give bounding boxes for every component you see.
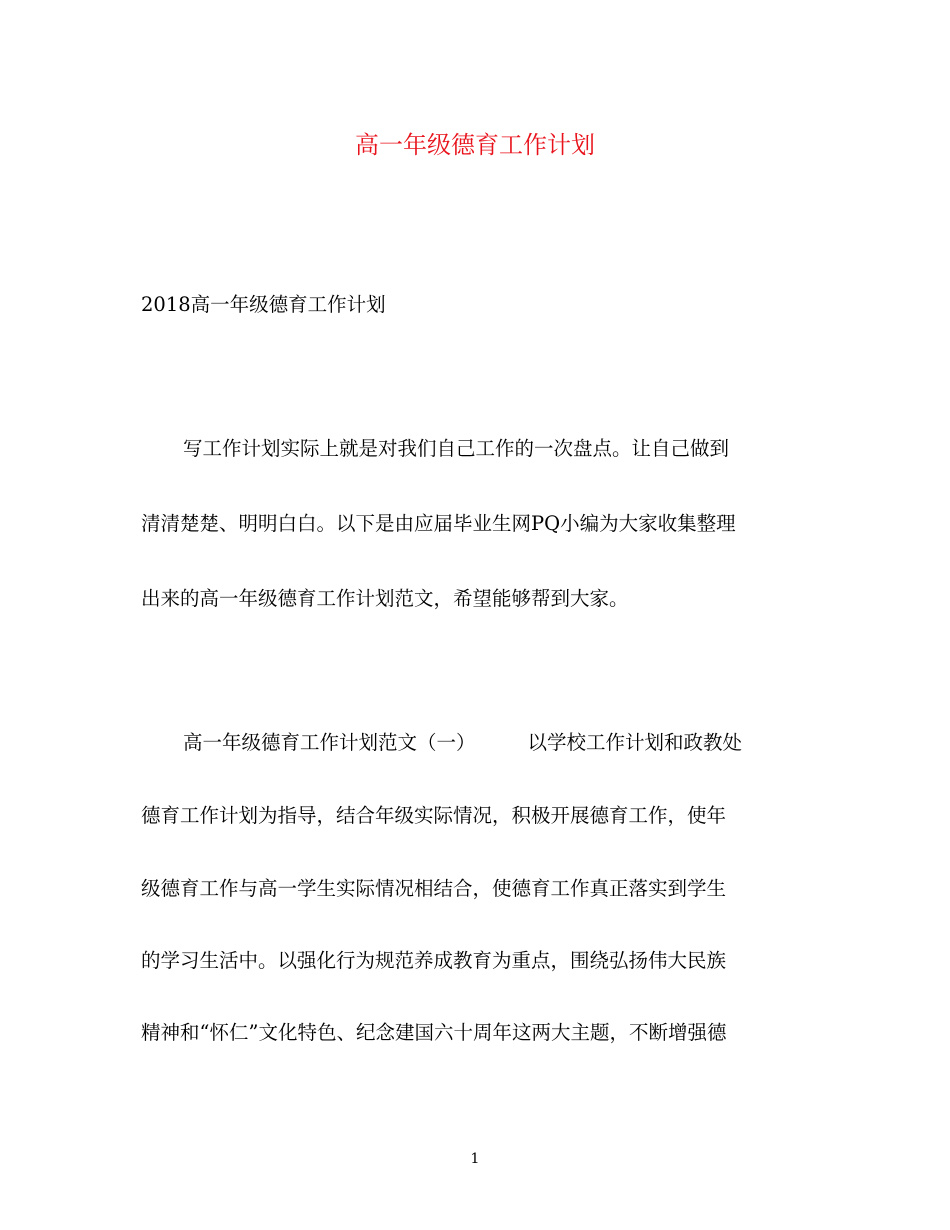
section-heading: 高一年级德育工作计划范文（一） <box>183 731 476 754</box>
body-line: 的学习生活中。以强化行为规范养成教育为重点，围绕弘扬伟大民族 <box>141 949 727 972</box>
document-subtitle: 2018高一年级德育工作计划 <box>141 293 386 316</box>
intro-line: 写工作计划实际上就是对我们自己工作的一次盘点。让自己做到 <box>183 437 730 460</box>
body-line: 级德育工作与高一学生实际情况相结合，使德育工作真正落实到学生 <box>141 877 727 900</box>
body-line: 精神和“怀仁”文化特色、纪念建国六十周年这两大主题，不断增强德 <box>141 1021 727 1044</box>
section-first-line-text: 以学校工作计划和政教处 <box>527 731 743 754</box>
page-number: 1 <box>470 1151 480 1167</box>
document-title: 高一年级德育工作计划 <box>355 131 595 159</box>
body-line: 德育工作计划为指导，结合年级实际情况，积极开展德育工作，使年 <box>141 804 727 827</box>
section-first-line <box>183 728 742 758</box>
intro-line: 清清楚楚、明明白白。以下是由应届毕业生网PQ小编为大家收集整理 <box>141 512 736 535</box>
intro-line: 出来的高一年级德育工作计划范文，希望能够帮到大家。 <box>141 587 629 610</box>
